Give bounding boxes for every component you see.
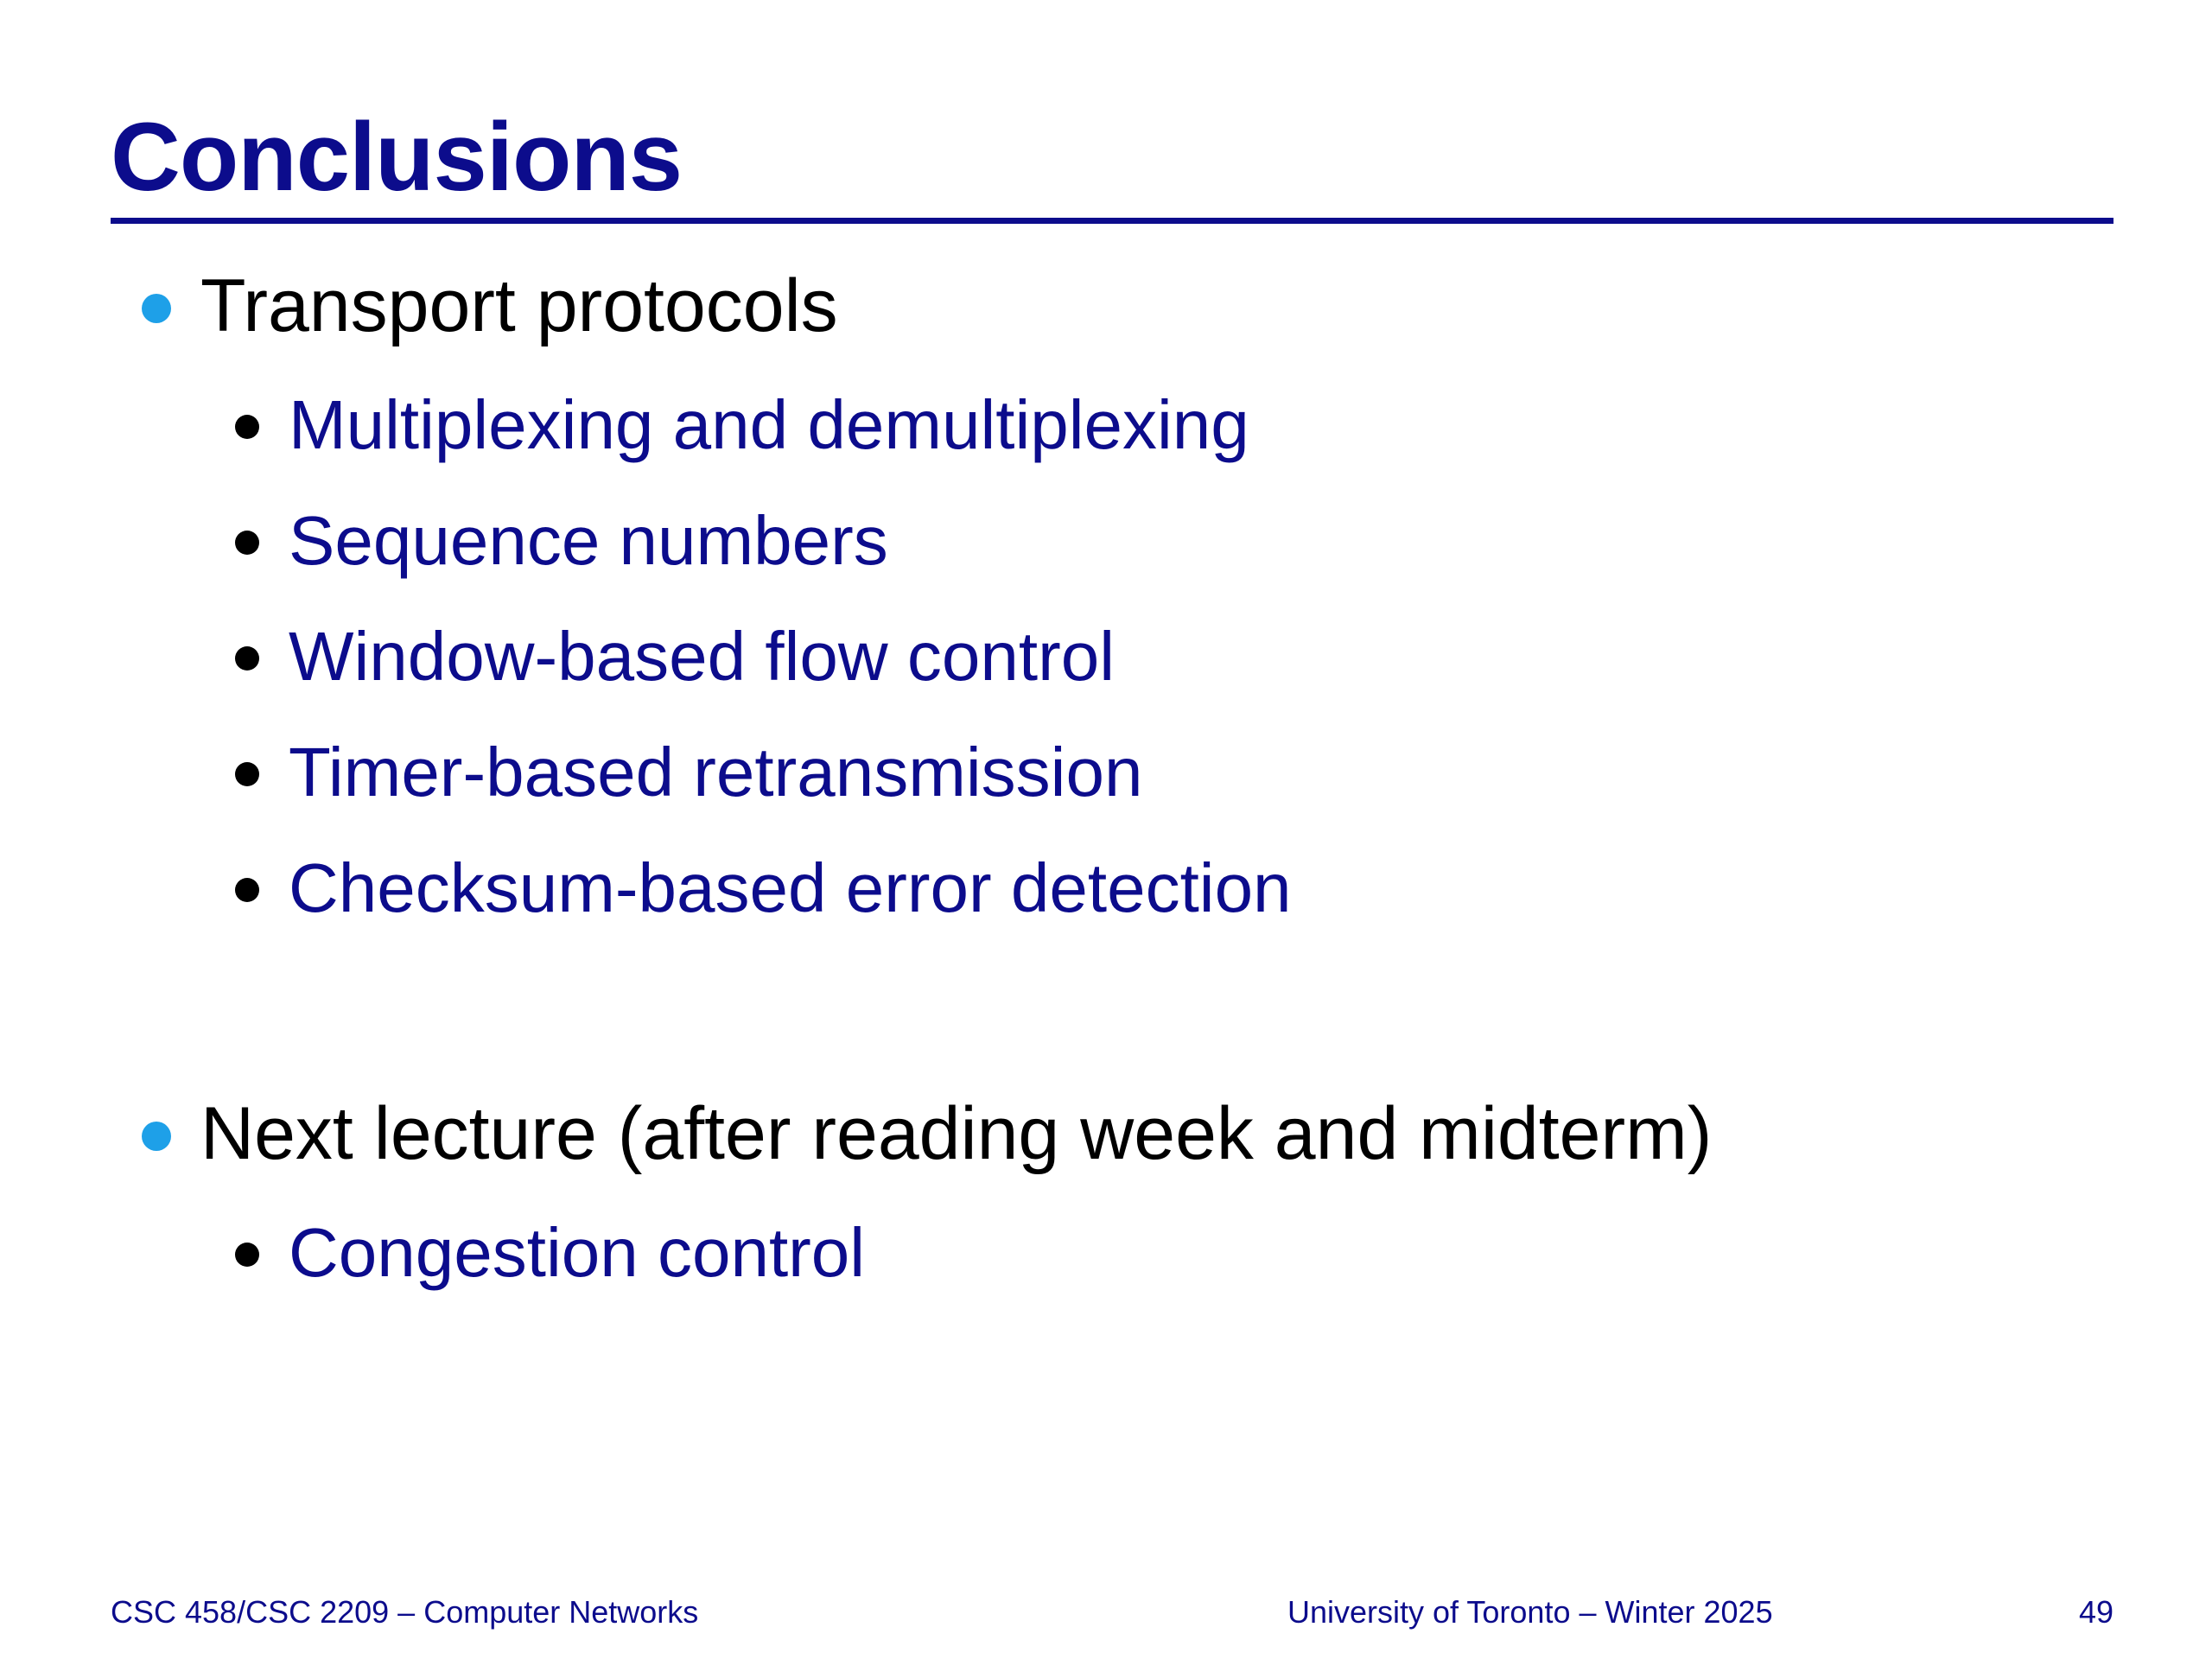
sub-bullet-label: Congestion control <box>289 1214 866 1291</box>
sub-bullet-label: Multiplexing and demultiplexing <box>289 386 1249 463</box>
bullet-label: Next lecture (after reading week and midterm) <box>200 1092 1713 1175</box>
sub-bullet-dot-icon <box>235 531 259 555</box>
bullet-label: Transport protocols <box>200 264 838 347</box>
bullet-dot-icon <box>142 1122 171 1151</box>
sub-bullet-dot-icon <box>235 415 259 439</box>
sub-bullet-label: Sequence numbers <box>289 502 888 579</box>
sub-bullet-dot-icon <box>235 1243 259 1267</box>
sub-bullet-dot-icon <box>235 646 259 671</box>
sub-bullet-dot-icon <box>235 878 259 902</box>
bullet-dot-icon <box>142 294 171 323</box>
title-underline <box>111 218 2113 224</box>
slide-title: Conclusions <box>111 103 683 211</box>
sub-bullet-label: Timer-based retransmission <box>289 734 1143 810</box>
sub-bullet-label: Checksum-based error detection <box>289 849 1292 926</box>
sub-bullet-dot-icon <box>235 762 259 786</box>
sub-bullet-label: Window-based flow control <box>289 618 1115 695</box>
footer-institution: University of Toronto – Winter 2025 <box>1287 1594 1773 1630</box>
footer-page-number: 49 <box>2078 1594 2113 1630</box>
footer-course: CSC 458/CSC 2209 – Computer Networks <box>111 1594 699 1630</box>
